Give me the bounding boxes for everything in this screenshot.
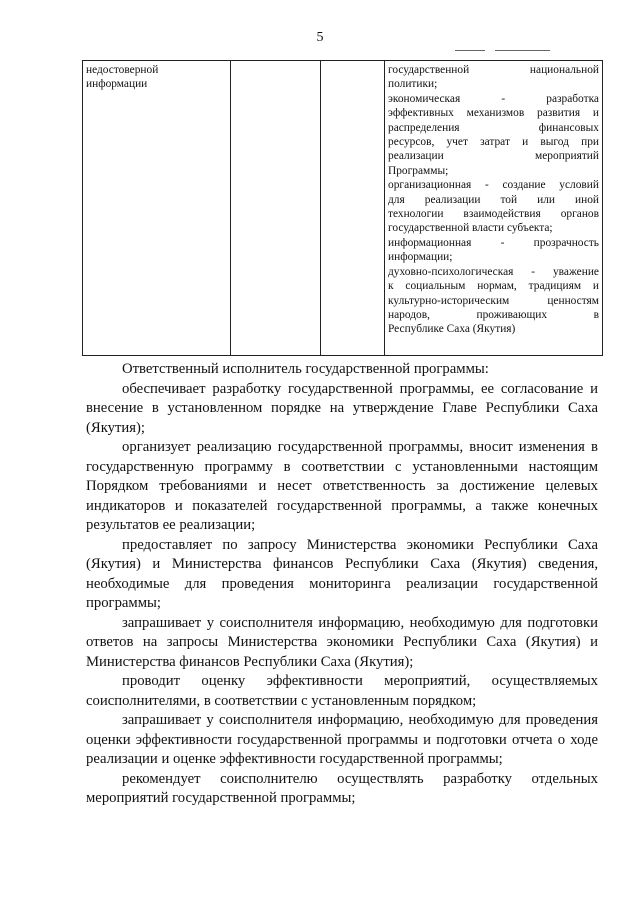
paragraph: запрашивает у соисполнителя информацию, необходимую для подготовки ответов на запросы Министерства экономики Республики Саха (Якутия) и Министерства финансов Республики Саха (Якутия); [86, 614, 598, 670]
table-cell-criterion [83, 61, 231, 356]
paragraph: рекомендует соисполнителю осуществлять разработку отдельных мероприятий государственной программы; [86, 770, 598, 806]
cell-line: информационная - прозрачность [388, 236, 599, 249]
cell-line: технологии взаимодействия органов [388, 208, 599, 221]
paragraph: Ответственный исполнитель государственной программы: [122, 361, 489, 377]
continuation-table [82, 60, 603, 356]
paragraph: запрашивает у соисполнителя информацию, необходимую для проведения оценки эффективности государственной программы и подготовки отчета о ходе реализации и оценке эффективности государственной программы; [86, 712, 598, 767]
cell-line: эффективных механизмов развития и [388, 107, 599, 120]
cell-line: информации [86, 78, 148, 91]
cell-line: духовно-психологическая - уважение [388, 265, 599, 278]
paragraph: предоставляет по запросу Министерства экономики Республики Саха (Якутия) и Министерства финансов Республики Саха (Якутия) сведения, необходимые для проведения мониторинга реализации государственной программы; [86, 536, 598, 611]
cell-line: к социальным нормам, традициям и [388, 280, 599, 293]
header-rule-marks [455, 50, 555, 54]
cell-line: культурно-историческим ценностям [388, 294, 599, 307]
page-number: 5 [316, 30, 324, 45]
cell-line: для реализации той или иной [388, 193, 599, 206]
cell-line: организационная - создание условий [388, 179, 599, 192]
paragraph: обеспечивает разработку государственной программы, ее согласование и внесение в установленном порядке на утверждение Главе Республики Саха (Якутия); [86, 380, 598, 436]
table-cell-empty [321, 61, 385, 356]
paragraph: проводит оценку эффективности мероприятий, осуществляемых соисполнителями, в соответствии с установленным порядком; [86, 673, 598, 709]
table-cell-empty [231, 61, 321, 356]
cell-line: Республике Саха (Якутия) [388, 323, 516, 336]
paragraph: организует реализацию государственной программы, вносит изменения в государственную программу в соответствии с установленными настоящим Порядком требованиями и несет ответственность за достижение целевых индикаторов и показателей государственной программы, а также конечных результатов ее реализации; [86, 439, 598, 533]
cell-line: ресурсов, учет затрат и выгод при [388, 136, 599, 149]
table-cell-description [385, 61, 603, 356]
cell-line: информации; [388, 251, 453, 264]
cell-line: реализации мероприятий [388, 150, 599, 163]
cell-line: политики; [388, 78, 438, 91]
body-text [86, 360, 598, 809]
cell-line: народов, проживающих в [388, 308, 599, 321]
cell-line: недостоверной [86, 64, 159, 76]
cell-line: государственной власти субъекта; [388, 222, 553, 235]
cell-line: Программы; [388, 164, 449, 177]
cell-line: распределения финансовых [388, 121, 599, 134]
table-row [83, 61, 603, 356]
cell-line: экономическая - разработка [388, 92, 599, 105]
cell-line: государственной национальной [388, 64, 599, 76]
